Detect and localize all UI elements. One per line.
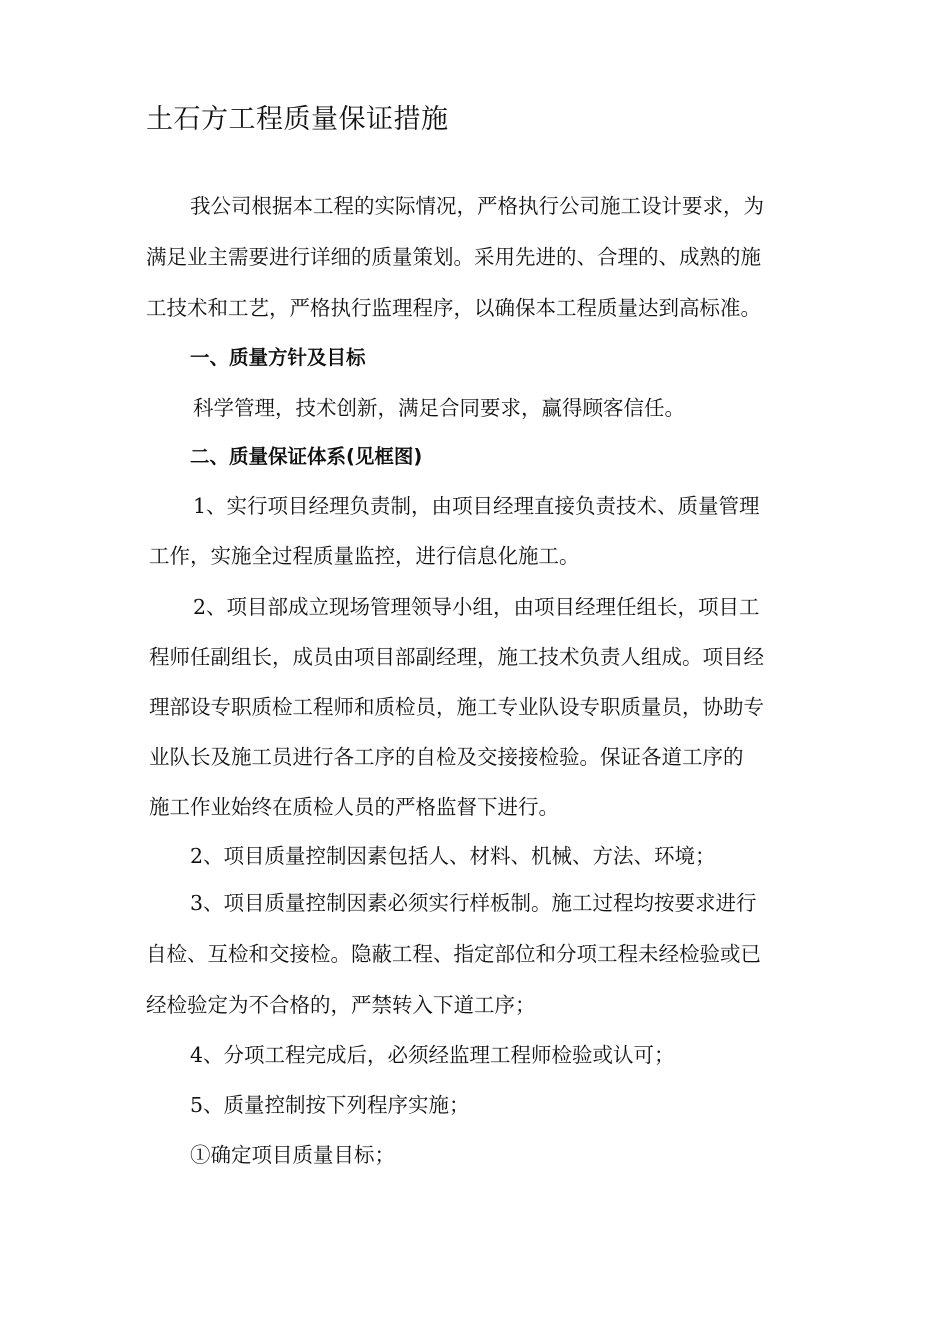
item-5-line: 4、分项工程完成后，必须经监理工程师检验或认可； (190, 1043, 675, 1067)
section-1-text: 科学管理，技术创新，满足合同要求，赢得顾客信任。 (193, 396, 685, 420)
item-2-line-1: 2、项目部成立现场管理领导小组，由项目经理任组长，项目工 (193, 595, 760, 619)
item-2-line-5: 施工作业始终在质检人员的严格监督下进行。 (149, 795, 559, 819)
item-1-line-2: 工作，实施全过程质量监控，进行信息化施工。 (149, 544, 580, 568)
intro-line-3: 工技术和工艺，严格执行监理程序，以确保本工程质量达到高标准。 (146, 296, 761, 320)
item-3-line: 2、项目质量控制因素包括人、材料、机械、方法、环境； (190, 844, 716, 868)
item-1-line-1: 1、实行项目经理负责制，由项目经理直接负责技术、质量管理 (193, 494, 760, 518)
intro-line-1: 我公司根据本工程的实际情况，严格执行公司施工设计要求，为 (190, 194, 764, 218)
item-4-line-2: 自检、互检和交接检。隐蔽工程、指定部位和分项工程未经检验或已 (146, 942, 761, 966)
item-6-line: 5、质量控制按下列程序实施； (190, 1093, 470, 1117)
document-title: 土石方工程质量保证措施 (146, 104, 449, 135)
item-4-line-3: 经检验定为不合格的，严禁转入下道工序； (146, 993, 536, 1017)
intro-line-2: 满足业主需要进行详细的质量策划。采用先进的、合理的、成熟的施 (146, 245, 761, 269)
item-2-line-4: 业队长及施工员进行各工序的自检及交接接检验。保证各道工序的 (149, 745, 744, 769)
section-2-heading: 二、质量保证体系(见框图) (190, 445, 423, 468)
item-4-line-1: 3、项目质量控制因素必须实行样板制。施工过程均按要求进行 (190, 891, 757, 915)
item-7-line: ①确定项目质量目标； (190, 1143, 395, 1167)
section-1-heading: 一、质量方针及目标 (190, 346, 366, 369)
item-2-line-2: 程师任副组长，成员由项目部副经理，施工技术负责人组成。项目经 (149, 645, 764, 669)
item-2-line-3: 理部设专职质检工程师和质检员，施工专业队设专职质量员，协助专 (149, 695, 764, 719)
